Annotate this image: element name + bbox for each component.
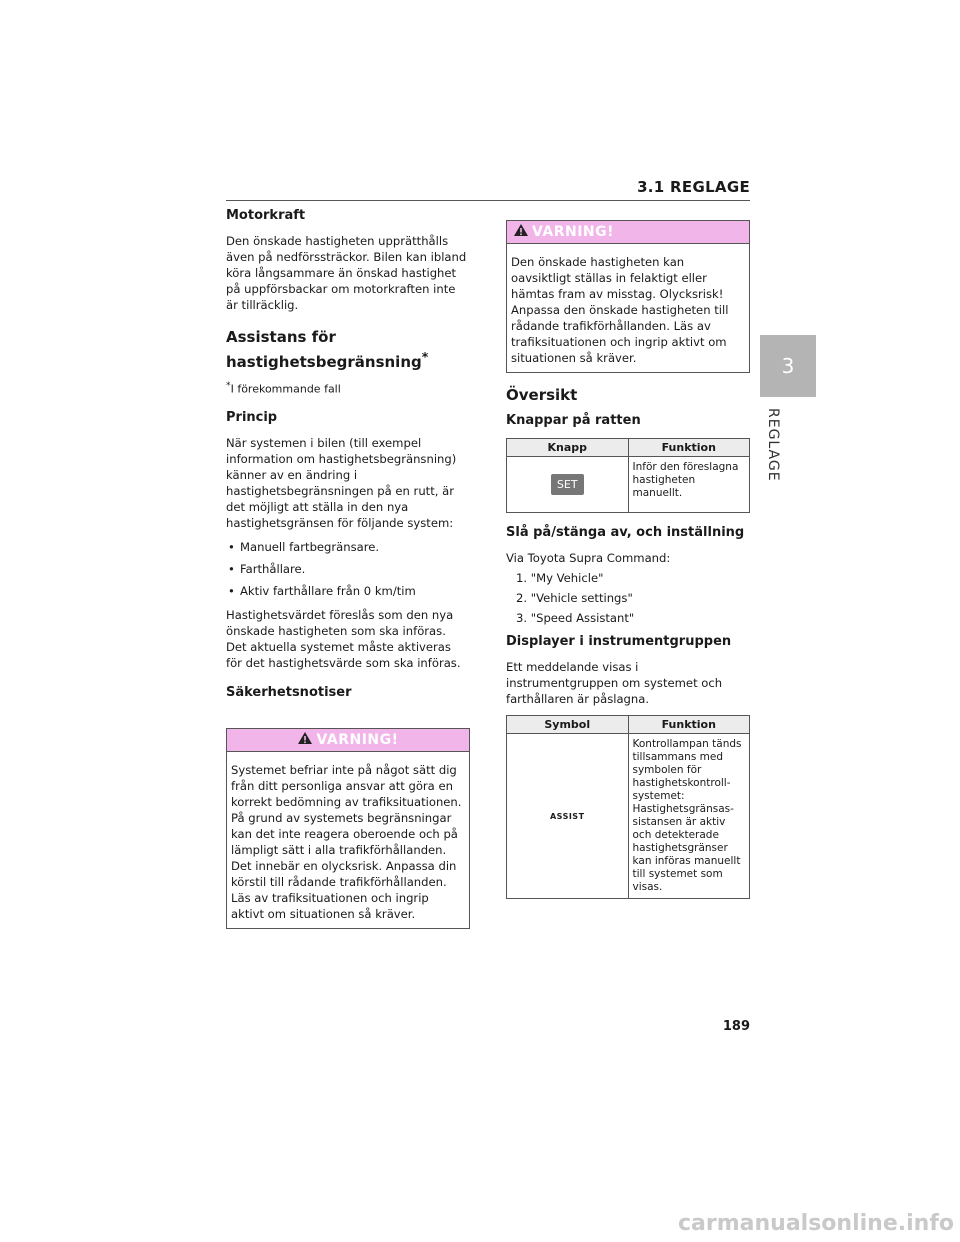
warning-text: Systemet befriar inte på något sätt dig från ditt personliga ansvar att göra en korrekt bedömning av trafiksituationen. På grund av systemets begränsningar kan det inte reagera oberoende och på lämpligt sätt i alla trafikförhållanden. Det innebär en olycksrisk. Anpassa din körstil till rådande trafikförhållanden. Läs av trafiksituationen och ingrip aktivt om situationen så kräver. [231,762,462,921]
watermark: carmanualsonline.info [678,1211,954,1236]
knappar-heading: Knappar på ratten [506,413,641,428]
sla-heading: Slå på/stänga av, och inställning [506,525,745,540]
table-header: Knapp [507,439,629,457]
buttons-table [506,438,750,513]
warning-label: VARNING! [532,224,615,240]
princip-text-2: Hastighetsvärdet föreslås som den nya önskade hastigheten som ska införas. Det aktuella systemet måste aktiveras för det hastighetsvärde som ska införas. [226,607,461,670]
table-cell: Kontrollampan tänds tillsammans med symbolen för hastighetskontroll-systemet: Hastighetsgränsas-sistansen är aktiv och detekterade hastighetsgränser kan införas manuellt till systemet som visas. [628,734,750,899]
table-row [507,734,750,899]
assistans-asterisk: * [421,349,429,364]
list-item: 2. "Vehicle settings" [516,591,633,605]
list-item: • Manuell fartbegränsare. [226,539,470,555]
princip-heading: Princip [226,409,278,425]
displayer-text: Ett meddelande visas i instrumentgruppen om systemet och farthållaren är påslagna. [506,660,723,706]
list-item: 3. "Speed Assistant" [516,611,635,625]
via-text: Via Toyota Supra Command: [506,551,671,565]
warning-header [227,729,469,752]
list-item: 1. "My Vehicle" [516,571,604,585]
system-list [226,539,470,599]
header-title: 3.1 REGLAGE [637,178,750,196]
warning-box [226,728,470,929]
footnote-text: I förekommande fall [230,382,341,396]
page-header [226,178,750,201]
steps-list [506,570,750,626]
chapter-number: 3 [781,354,795,378]
symbols-table [506,715,750,899]
chapter-tab [760,335,816,397]
warning-icon [513,223,529,241]
footnote [226,380,470,396]
table-header: Symbol [507,716,629,734]
list-item: • Aktiv farthållare från 0 km/tim [226,583,470,599]
footnote-asterisk: * [226,380,231,391]
right-column [506,220,750,911]
motorkraft-heading: Motorkraft [226,208,306,223]
warning-box [506,220,750,373]
set-button-icon: SET [551,474,584,495]
assistans-heading [226,327,470,372]
chapter-label: REGLAGE [765,408,781,482]
oversikt-heading: Översikt [506,386,578,404]
princip-text: När systemen i bilen (till exempel information om hastighetsbegränsning) känner av en ändring i hastighetsbegränsningen på en rutt, är det möjligt att ställa in den nya hastighetsgränsen för följande system: [226,435,457,530]
warning-icon [297,731,313,749]
left-column [226,208,470,929]
table-header: Funktion [628,439,750,457]
list-item: • Farthållare. [226,561,470,577]
displayer-heading: Displayer i instrumentgruppen [506,634,732,649]
table-row [507,457,750,513]
warning-label: VARNING! [316,731,399,748]
warning-text: Den önskade hastigheten kan oavsiktligt ställas in felaktigt eller hämtas fram av misstag. Olycksrisk! Anpassa den önskade hastigheten till rådande trafikförhållanden. Läs av trafiksituationen och ingrip aktivt om situationen så kräver. [511,255,729,365]
page-number: 189 [722,1019,750,1034]
assist-icon: ASSIST [549,811,585,821]
table-header: Funktion [628,716,750,734]
motorkraft-text: Den önskade hastigheten upprätthålls även på nedförssträckor. Bilen kan ibland köra långsammare än önskad hastighet på uppförsbackar om motorkraften inte är tillräcklig. [226,234,467,312]
sakerhet-heading: Säkerhetsnotiser [226,684,352,700]
table-cell: Inför den föreslagna hastigheten manuellt. [628,457,750,513]
assistans-heading-text: Assistans för hastighetsbegränsning [226,328,422,371]
warning-header [507,221,749,244]
